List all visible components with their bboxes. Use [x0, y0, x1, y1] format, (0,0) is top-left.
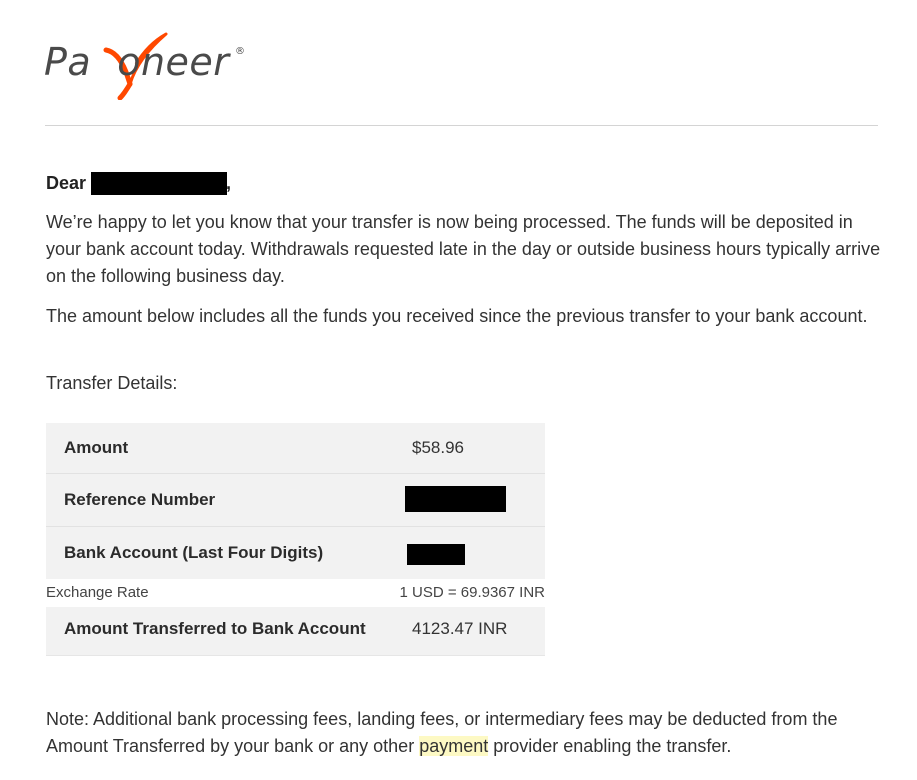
reference-number-row — [46, 474, 545, 527]
amount-transferred-label: Amount Transferred to Bank Account — [64, 619, 366, 638]
greeting-comma: , — [226, 173, 232, 193]
logo-wordmark — [44, 40, 229, 84]
amount-row — [46, 423, 545, 474]
reference-number-label: Reference Number — [64, 490, 216, 509]
registered-mark: ® — [235, 46, 245, 57]
logo-text-left: Pa — [44, 40, 92, 84]
fees-note — [46, 706, 886, 760]
bank-account-row — [46, 527, 545, 579]
exchange-rate-value: 1 USD = 69.9367 INR — [399, 584, 545, 601]
logo-text-right: oneer — [117, 40, 230, 84]
transfer-processing-paragraph: We’re happy to let you know that your transfer is now being processed. The funds will be deposited in your bank account today. Withdrawals requested late in the day or outside business hours typically arrive on the following business day. — [46, 212, 881, 286]
greeting-text: Dear — [46, 173, 87, 193]
amount-transferred-row — [46, 607, 545, 656]
note-text-after: provider enabling the transfer. — [488, 736, 732, 756]
exchange-rate-row — [46, 579, 545, 607]
note-text-before: Note: Additional bank processing fees, landing fees, or intermediary fees may be deducted from the Amount Transferred by your bank or any other — [46, 709, 838, 756]
amount-transferred-value: 4123.47 INR — [412, 619, 508, 638]
payoneer-logo — [44, 28, 254, 100]
bank-account-label: Bank Account (Last Four Digits) — [64, 543, 324, 562]
header-divider — [45, 125, 878, 126]
greeting — [46, 173, 86, 194]
amount-value: $58.96 — [412, 438, 464, 457]
redacted-reference-number — [405, 486, 506, 512]
redacted-bank-account-digits — [407, 544, 465, 565]
exchange-rate-label: Exchange Rate — [46, 584, 149, 601]
transfer-details-heading: Transfer Details: — [46, 373, 178, 393]
amount-info-paragraph: The amount below includes all the funds you received since the previous transfer to your bank account. — [46, 306, 868, 326]
transfer-details-table — [46, 423, 545, 656]
amount-label: Amount — [64, 438, 129, 457]
redacted-recipient-name — [91, 172, 227, 195]
note-highlighted-word: payment — [419, 736, 489, 756]
